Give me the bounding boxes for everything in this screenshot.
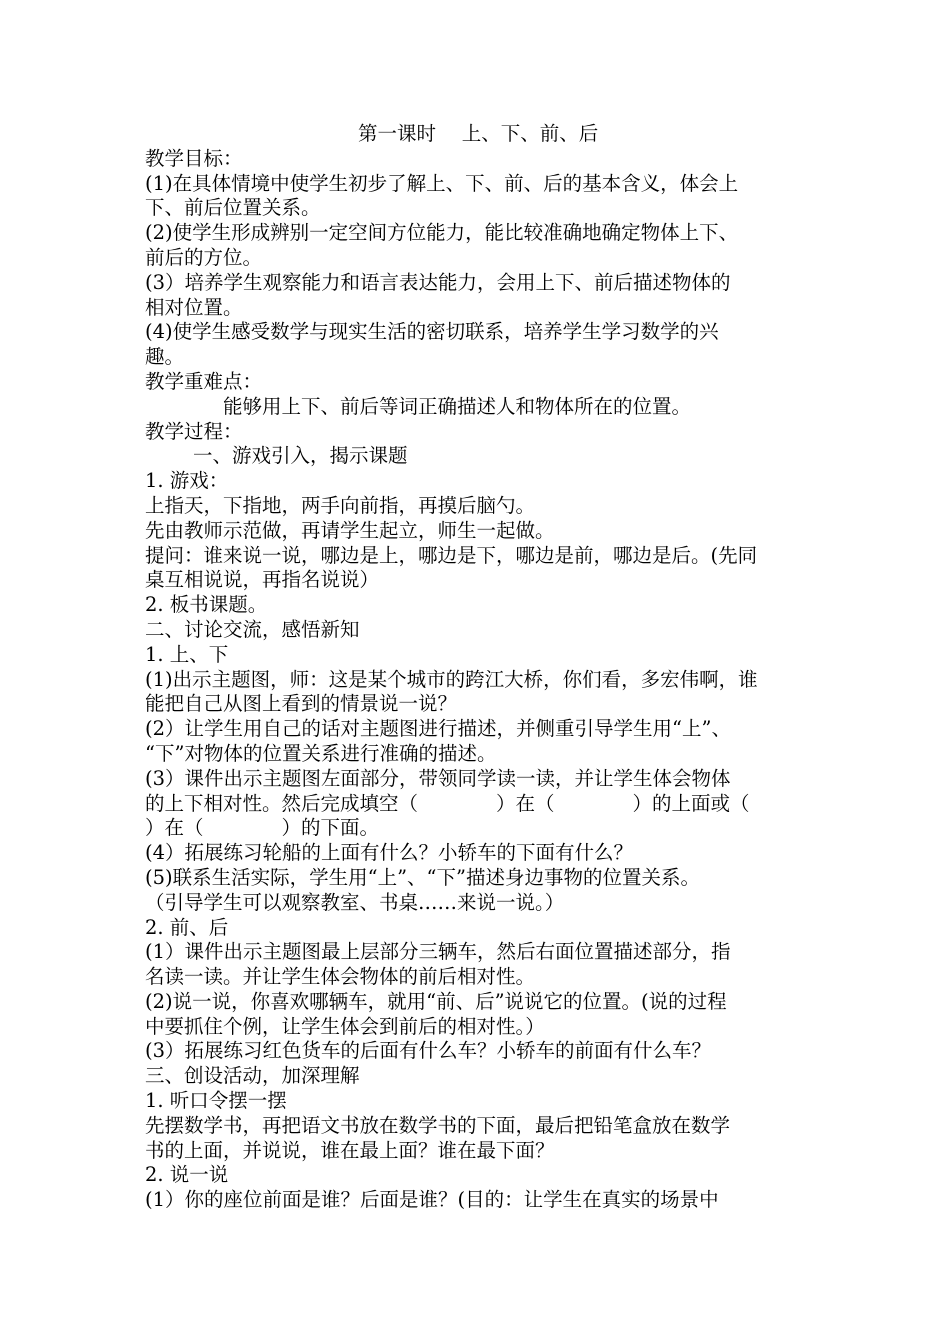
text-line: (4）拓展练习轮船的上面有什么？小轿车的下面有什么？ xyxy=(145,841,634,865)
text-line: 名读一读。并让学生体会物体的前后相对性。 xyxy=(145,965,536,989)
text-line: （引导学生可以观察教室、书桌……来说一说。） xyxy=(145,890,565,914)
text-line: (1）课件出示主题图最上层部分三辆车，然后右面位置描述部分，指 xyxy=(145,940,731,964)
text-line: 能把自己从图上看到的情景说一说？ xyxy=(145,692,458,716)
text-line: 相对位置。 xyxy=(145,295,243,319)
text-line: 2. 前、后 xyxy=(145,915,229,939)
document-page xyxy=(145,122,825,1213)
text-line: 下、前后位置关系。 xyxy=(145,196,321,220)
text-line: 提问：谁来说一说，哪边是上，哪边是下，哪边是前，哪边是后。(先同 xyxy=(145,543,758,567)
text-line: 教学重难点： xyxy=(145,369,263,393)
text-line: 趣。 xyxy=(145,345,185,369)
lesson-title: 第一课时 上、下、前、后 xyxy=(358,122,599,145)
text-line: 1. 听口令摆一摆 xyxy=(145,1089,287,1113)
text-line: (1)在具体情境中使学生初步了解上、下、前、后的基本含义，体会上 xyxy=(145,171,739,195)
text-line: (5)联系生活实际，学生用“上”、“下”描述身边事物的位置关系。 xyxy=(145,865,700,889)
text-line: (3）课件出示主题图左面部分，带领同学读一读，并让学生体会物体 xyxy=(145,766,731,790)
text-line: 前后的方位。 xyxy=(145,245,263,269)
section-heading: 一、游戏引入，揭示课题 xyxy=(193,444,408,468)
section-heading: 二、讨论交流，感悟新知 xyxy=(145,617,360,641)
text-line: “下”对物体的位置关系进行准确的描述。 xyxy=(145,741,497,765)
text-line: (2)使学生形成辨别一定空间方位能力，能比较准确地确定物体上下、 xyxy=(145,221,739,245)
text-line: 教学过程： xyxy=(145,419,243,443)
text-line: ）在（ ）的下面。 xyxy=(145,816,380,840)
text-line: 的上下相对性。然后完成填空（ ）在（ ）的上面或（ xyxy=(145,791,750,815)
text-line: 教学目标： xyxy=(145,146,243,170)
text-line: 书的上面，并说说，谁在最上面？谁在最下面？ xyxy=(145,1138,555,1162)
text-line: 桌互相说说，再指名说说） xyxy=(145,568,380,592)
text-line: (2）让学生用自己的话对主题图进行描述，并侧重引导学生用“上”、 xyxy=(145,717,731,741)
text-line: 中要抓住个例，让学生体会到前后的相对性。） xyxy=(145,1014,545,1038)
text-line: 上指天，下指地，两手向前指，再摸后脑勺。 xyxy=(145,493,536,517)
text-line: 能够用上下、前后等词正确描述人和物体所在的位置。 xyxy=(223,394,692,418)
text-line: 先由教师示范做，再请学生起立，师生一起做。 xyxy=(145,518,555,542)
section-heading: 三、创设活动，加深理解 xyxy=(145,1064,360,1088)
text-line: (3）培养学生观察能力和语言表达能力，会用上下、前后描述物体的 xyxy=(145,270,731,294)
text-line: (3）拓展练习红色货车的后面有什么车？小轿车的前面有什么车？ xyxy=(145,1039,712,1063)
text-line: (1)出示主题图，师：这是某个城市的跨江大桥，你们看，多宏伟啊，谁 xyxy=(145,667,758,691)
text-line: 1. 游戏： xyxy=(145,469,229,493)
text-line: (4)使学生感受数学与现实生活的密切联系，培养学生学习数学的兴 xyxy=(145,320,719,344)
text-line: 先摆数学书，再把语文书放在数学书的下面，最后把铅笔盒放在数学 xyxy=(145,1113,731,1137)
text-line: (2)说一说，你喜欢哪辆车，就用“前、后”说说它的位置。(说的过程 xyxy=(145,989,727,1013)
text-line: 1. 上、下 xyxy=(145,642,229,666)
text-line: 2. 说一说 xyxy=(145,1163,229,1187)
text-line: 2. 板书课题。 xyxy=(145,593,268,617)
text-line: (1）你的座位前面是谁？后面是谁？(目的：让学生在真实的场景中 xyxy=(145,1188,719,1212)
